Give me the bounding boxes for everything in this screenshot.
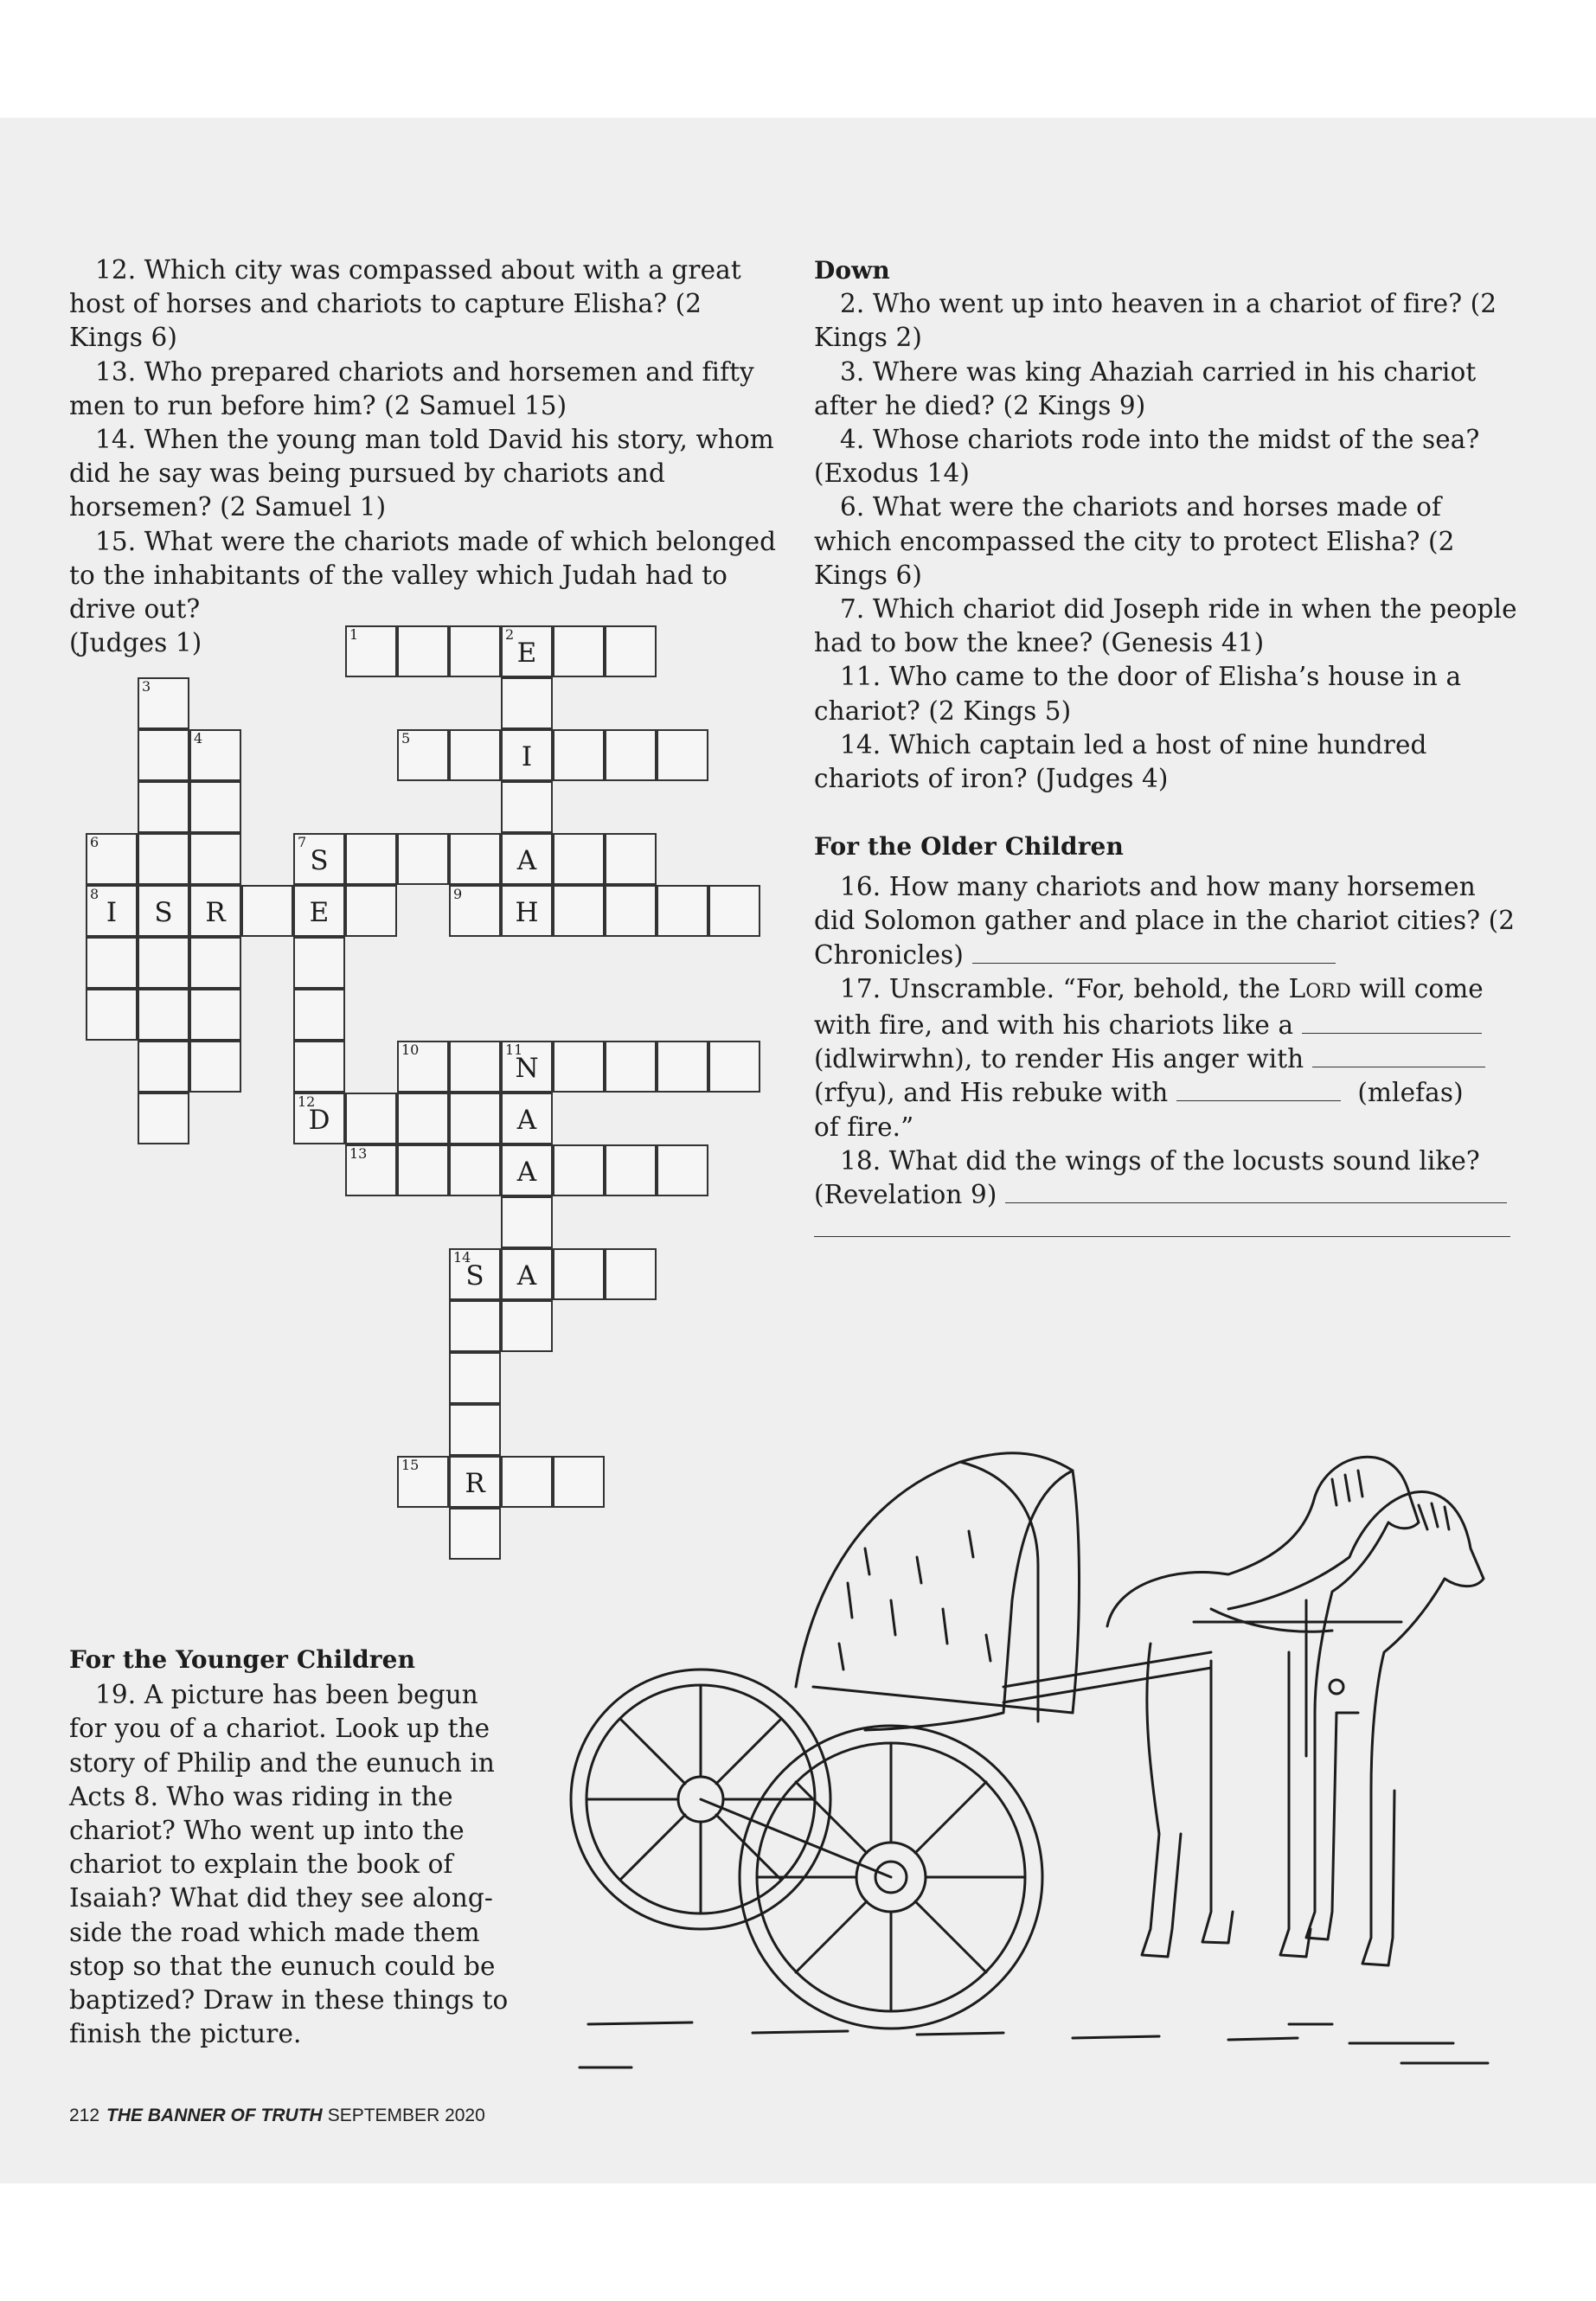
cell-number: 2 [505,626,515,643]
magazine-title: THE BANNER OF TRUTH [106,2106,323,2125]
crossword-cell[interactable] [449,1352,501,1404]
crossword-cell[interactable] [397,1093,449,1144]
crossword-cell[interactable] [501,1041,553,1093]
cell-letter: H [515,897,539,928]
crossword-cell[interactable] [189,781,241,833]
cell-number: 1 [349,626,359,643]
crossword-cell[interactable] [657,1041,708,1093]
cell-number: 11 [505,1042,523,1058]
crossword-cell[interactable] [86,833,138,885]
question-16-text: 16. How many chariots and how many horsemen did Solomon gather and place in the chariot cities? (2 Chronicles) [814,872,1516,970]
cell-letter: R [465,1468,485,1499]
crossword-cell[interactable] [86,885,138,937]
down-clue-4: 4. Whose chariots rode into the midst of the sea? (Exodus 14) [814,425,1480,489]
crossword-cell[interactable] [708,885,760,937]
crossword-cell[interactable] [189,1041,241,1093]
crossword-cell[interactable] [138,989,189,1041]
crossword-cell[interactable] [605,625,657,677]
chariot-illustration [554,1427,1531,2102]
crossword-cell[interactable] [138,781,189,833]
cell-letter: A [516,1260,537,1292]
crossword-cell[interactable] [397,1041,449,1093]
cell-letter: E [309,897,330,928]
cell-number: 6 [90,834,99,850]
crossword-cell[interactable] [138,885,189,937]
clue-12: 12. Which city was compassed about with a great host of horses and chariots to capture Elisha? (2 Kings 6) [69,255,741,353]
crossword-cell[interactable] [293,937,345,989]
crossword-cell[interactable] [138,1093,189,1144]
crossword-cell[interactable] [657,1144,708,1196]
clue-13: 13. Who prepared chariots and horsemen and fifty men to run before him? (2 Samuel 15) [69,356,754,420]
crossword-cell[interactable] [501,625,553,677]
crossword-cell[interactable] [449,1300,501,1352]
older-children-heading: For the Older Children [814,832,1124,861]
cell-number: 15 [401,1457,420,1473]
crossword-cell[interactable] [189,833,241,885]
crossword-cell[interactable] [449,885,501,937]
page-number: 212 [69,2106,100,2125]
crossword-cell[interactable] [345,1093,397,1144]
crossword-cell[interactable] [553,833,605,885]
crossword-cell[interactable] [138,833,189,885]
crossword-cell[interactable] [86,989,138,1041]
crossword-cell[interactable] [86,937,138,989]
crossword-cell[interactable] [397,625,449,677]
cell-number: 13 [349,1145,368,1162]
cell-letter: E [516,638,537,669]
crossword-cell[interactable] [189,885,241,937]
question-17-word-2: (rfyu), and His rebuke with [814,1078,1169,1108]
crossword-cell[interactable] [553,1144,605,1196]
crossword-cell[interactable] [138,1041,189,1093]
crossword-cell[interactable] [293,1093,345,1144]
cell-number: 8 [90,886,99,902]
crossword-cell[interactable] [501,1196,553,1248]
crossword-cell[interactable] [189,937,241,989]
cell-letter: S [465,1260,484,1292]
cell-number: 4 [194,730,203,747]
cell-number: 5 [401,730,411,747]
crossword-cell[interactable] [605,729,657,781]
crossword-cell[interactable] [501,1144,553,1196]
question-17-text-c: of fire.” [814,1112,914,1142]
down-clue-3: 3. Where was king Ahaziah carried in his chariot after he died? (2 Kings 9) [814,356,1477,420]
crossword-cell[interactable] [293,1041,345,1093]
crossword-cell[interactable] [605,885,657,937]
crossword-cell[interactable] [501,781,553,833]
crossword-cell[interactable] [501,677,553,729]
cell-letter: S [310,845,329,876]
cell-letter: A [516,1157,537,1188]
cell-letter: I [521,741,533,772]
crossword-cell[interactable] [345,625,397,677]
lord-initial: L [1288,973,1306,1003]
lord-small-caps: ORD [1305,980,1351,1003]
cell-number: 14 [453,1249,471,1266]
crossword-cell[interactable] [189,989,241,1041]
crossword-cell[interactable] [189,729,241,781]
crossword-cell[interactable] [138,729,189,781]
crossword-cell[interactable] [449,1508,501,1560]
crossword-cell[interactable] [449,625,501,677]
crossword-cell[interactable] [501,1456,553,1508]
crossword-cell[interactable] [397,833,449,885]
crossword-cell[interactable] [501,1093,553,1144]
crossword-cell[interactable] [449,1456,501,1508]
crossword-cell[interactable] [605,833,657,885]
crossword-cell[interactable] [605,1248,657,1300]
crossword-cell[interactable] [293,833,345,885]
crossword-cell[interactable] [293,989,345,1041]
crossword-cell[interactable] [449,1248,501,1300]
crossword-cell[interactable] [449,833,501,885]
crossword-cell[interactable] [345,885,397,937]
cell-letter: R [205,897,226,928]
question-17-word-3: (mlefas) [1357,1078,1464,1108]
cell-letter: S [154,897,173,928]
cell-number: 12 [298,1093,316,1110]
down-clue-11: 11. Who came to the door of Elisha’s house in a chariot? (2 Kings 5) [814,662,1462,726]
crossword-cell[interactable] [553,729,605,781]
crossword-cell[interactable] [501,729,553,781]
down-clue-14: 14. Which captain led a host of nine hundred chariots of iron? (Judges 4) [814,729,1427,794]
down-heading: Down [814,256,890,285]
question-17-text-b: will come with fire, and with his chariots like a [814,973,1484,1041]
question-18-text: 18. What did the wings of the locusts sound like? (Revelation 9) [814,1145,1480,1210]
cell-letter: I [106,897,118,928]
crossword-cell[interactable] [449,1404,501,1456]
down-clue-2: 2. Who went up into heaven in a chariot of fire? (2 Kings 2) [814,289,1497,353]
crossword-cell[interactable] [449,1093,501,1144]
down-clue-6: 6. What were the chariots and horses made of which encompassed the city to protect Elisha? (2 Kings 6) [814,492,1455,590]
crossword-cell[interactable] [501,1300,553,1352]
question-17-word-1: (idlwirwhn), to render His anger with [814,1044,1304,1074]
question-17-text-a: 17. Unscramble. “For, behold, the [840,973,1289,1003]
question-19: 19. A picture has been begun for you of a chariot. Look up the story of Philip and the eunuch in Acts 8. Who was riding in the chariot? Who went up into the chariot to explain the book of Isaiah? What did they see along-side the road which made them stop so that the eunuch could be baptized? Draw in these things to finish the picture. [69,1680,509,2049]
crossword-cell[interactable] [241,885,293,937]
crossword-cell[interactable] [397,729,449,781]
crossword-cell[interactable] [553,625,605,677]
crossword-cell[interactable] [553,1041,605,1093]
cell-letter: A [516,1105,537,1136]
crossword-cell[interactable] [708,1041,760,1093]
crossword-cell[interactable] [138,937,189,989]
crossword-cell[interactable] [397,1144,449,1196]
crossword-cell[interactable] [657,885,708,937]
clue-15: 15. What were the chariots made of which belonged to the inhabitants of the valley which Judah had to drive out? [69,526,777,625]
crossword-cell[interactable] [138,677,189,729]
crossword-cell[interactable] [293,885,345,937]
cell-number: 9 [453,886,463,902]
crossword-cell[interactable] [449,1144,501,1196]
crossword-cell[interactable] [449,1041,501,1093]
cell-letter: N [515,1053,539,1084]
younger-children-heading: For the Younger Children [69,1645,416,1674]
crossword-cell[interactable] [553,1248,605,1300]
crossword-cell[interactable] [501,833,553,885]
crossword-cell[interactable] [657,729,708,781]
cell-letter: D [308,1105,330,1136]
crossword-cell[interactable] [501,1248,553,1300]
crossword-cell[interactable] [345,1144,397,1196]
crossword-cell[interactable] [397,1456,449,1508]
crossword-cell[interactable] [345,833,397,885]
crossword-cell[interactable] [501,885,553,937]
cell-letter: A [516,845,537,876]
crossword-cell[interactable] [605,1041,657,1093]
down-clue-7: 7. Which chariot did Joseph ride in when the people had to bow the knee? (Genesis 41) [814,594,1517,658]
cell-number: 7 [298,834,307,850]
issue-date: SEPTEMBER 2020 [327,2106,485,2125]
cell-number: 3 [142,678,151,695]
crossword-cell[interactable] [449,729,501,781]
page-footer [69,2106,485,2126]
clue-14: 14. When the young man told David his story, whom did he say was being pursued by chariots and horsemen? (2 Samuel 1) [69,425,774,522]
clue-15-reference: (Judges 1) [69,628,202,658]
crossword-cell[interactable] [553,885,605,937]
crossword-cell[interactable] [605,1144,657,1196]
cell-number: 10 [401,1042,420,1058]
